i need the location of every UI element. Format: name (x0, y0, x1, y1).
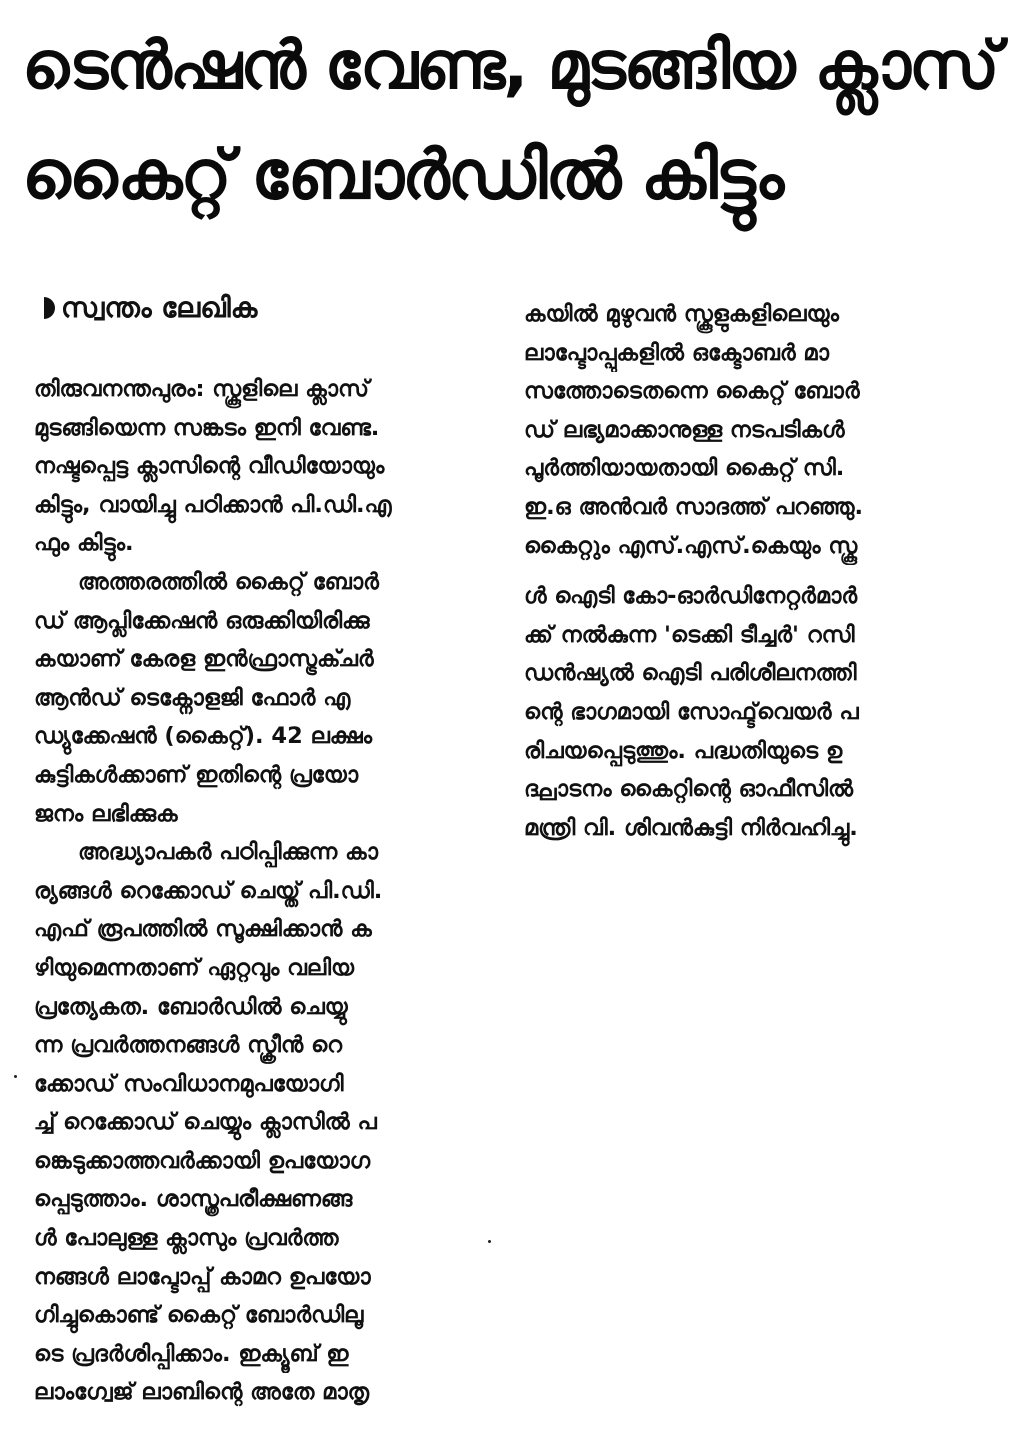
byline-marker-icon (44, 297, 55, 319)
text-line: മന്ത്രി വി. ശിവൻകുട്ടി നിർവഹിച്ചു. (524, 814, 858, 841)
article-column-left (34, 370, 489, 1412)
print-speck (14, 1075, 17, 1078)
paragraph-1 (34, 370, 489, 563)
text-line: ലാംഗ്വേജ് ലാബിന്റെ അതേ മാതൃ (34, 1379, 370, 1406)
text-line: ങ്കെടുക്കാത്തവർക്കായി ഉപയോഗ (34, 1147, 371, 1174)
paragraph-5 (524, 577, 976, 847)
text-line: രിചയപ്പെടുത്തും. പദ്ധതിയുടെ ഉ (524, 737, 843, 764)
text-line: ൾ പോലുള്ള ക്ലാസും പ്രവർത്ത (34, 1225, 339, 1252)
paragraph-4 (524, 295, 976, 565)
text-line: ൾ ഐടി കോ-ഓർഡിനേറ്റർമാർ (524, 583, 858, 610)
text-line: കിട്ടും, വായിച്ചു പഠിക്കാൻ പി.ഡി.എ (34, 491, 392, 518)
text-line: സത്തോടെതന്നെ കൈറ്റ് ബോർ (524, 378, 860, 405)
text-line: ഴിയുമെന്നതാണ് ഏറ്റവും വലിയ (34, 954, 354, 981)
text-line: തിരുവനന്തപുരം: സ്കൂളിലെ ക്ലാസ് (34, 376, 369, 402)
byline-text: സ്വന്തം ലേഖിക (61, 291, 258, 324)
text-line: ര്യങ്ങൾ റെക്കോഡ് ചെയ്ത് പി.ഡി. (34, 877, 383, 904)
text-line: കുട്ടികൾക്കാണ് ഇതിന്റെ പ്രയോ (34, 761, 359, 788)
text-line: മുടങ്ങിയെന്ന സങ്കടം ഇനി വേണ്ട. (34, 414, 380, 441)
text-line: ച്ച് റെക്കോഡ് ചെയ്യും ക്ലാസിൽ പ (34, 1109, 377, 1136)
text-line: ഡൻഷ്യൽ ഐടി പരിശീലനത്തി (524, 660, 857, 687)
headline-line-2: കൈറ്റ് ബോർഡിൽ കിട്ടും (22, 136, 783, 215)
text-line: എഫ് രൂപത്തിൽ സൂക്ഷിക്കാൻ ക (34, 916, 372, 943)
text-line: അത്തരത്തിൽ കൈറ്റ് ബോർ (78, 568, 379, 595)
text-line: ന്ന പ്രവർത്തനങ്ങൾ സ്ക്രീൻ റെ (34, 1032, 343, 1059)
text-line: ഗിച്ചുകൊണ്ട് കൈറ്റ് ബോർഡിലൂ (34, 1302, 364, 1329)
text-line: ഡ് ആപ്ലിക്കേഷൻ ഒരുക്കിയിരിക്കു (34, 607, 370, 634)
headline (22, 18, 997, 224)
print-speck (488, 1240, 491, 1243)
text-line: ടെ പ്രദർശിപ്പിക്കാം. ഇക്യൂബ് ഇ (34, 1340, 349, 1367)
text-line: ജനം ലഭിക്കുക (34, 800, 178, 827)
text-line: പ്രത്യേകത. ബോർഡിൽ ചെയ്യു (34, 993, 348, 1020)
text-line: ഡ് ലഭ്യമാക്കാനുള്ള നടപടികൾ (524, 416, 845, 443)
text-line: ലാപ്ടോപ്പുകളിൽ ഒക്ടോബർ മാ (524, 339, 829, 366)
paragraph-2 (34, 563, 489, 833)
paragraph-3 (34, 833, 489, 1412)
text-line: ആൻഡ് ടെക്നോളജി ഫോർ എ (34, 684, 351, 711)
text-line: അദ്ധ്യാപകർ പഠിപ്പിക്കുന്ന കാ (78, 839, 378, 866)
article-column-right (524, 295, 976, 847)
text-line: ഫും കിട്ടും. (34, 530, 134, 557)
text-line: ദ്ഘാടനം കൈറ്റിന്റെ ഓഫീസിൽ (524, 776, 854, 803)
text-line: കൈറ്റും എസ്.എസ്.കെയും സ്കൂ (524, 532, 858, 559)
text-line: ഡ്യുക്കേഷൻ (കൈറ്റ്). 42 ലക്ഷം (34, 723, 373, 750)
text-line: കയാണ് കേരള ഇൻഫ്രാസ്ട്രക്ചർ (34, 646, 374, 673)
text-line: പൂർത്തിയായതായി കൈറ്റ് സി. (524, 455, 845, 482)
text-line: നങ്ങൾ ലാപ്ടോപ്പ് കാമറ ഉപയോ (34, 1263, 371, 1290)
byline (44, 290, 257, 326)
text-line: ക്ക് നൽകുന്ന 'ടെക്കി ടീച്ചർ' റസി (524, 621, 855, 648)
text-line: കയിൽ മുഴുവൻ സ്കൂളുകളിലെയും (524, 301, 839, 327)
headline-line-1: ടെൻഷൻ വേണ്ട, മുടങ്ങിയ ക്ലാസ് (22, 27, 998, 104)
text-line: ഇ.ഒ അൻവർ സാദത്ത് പറഞ്ഞു. (524, 493, 864, 520)
text-line: ക്കോഡ് സംവിധാനമുപയോഗി (34, 1070, 344, 1097)
text-line: പ്പെടുത്താം. ശാസ്ത്രപരീക്ഷണങ്ങ (34, 1186, 353, 1213)
text-line: ന്റെ ഭാഗമായി സോഫ്ട്‌വെയർ പ (524, 698, 859, 725)
text-line: നഷ്ടപ്പെട്ട ക്ലാസിന്റെ വീഡിയോയും (34, 453, 385, 480)
